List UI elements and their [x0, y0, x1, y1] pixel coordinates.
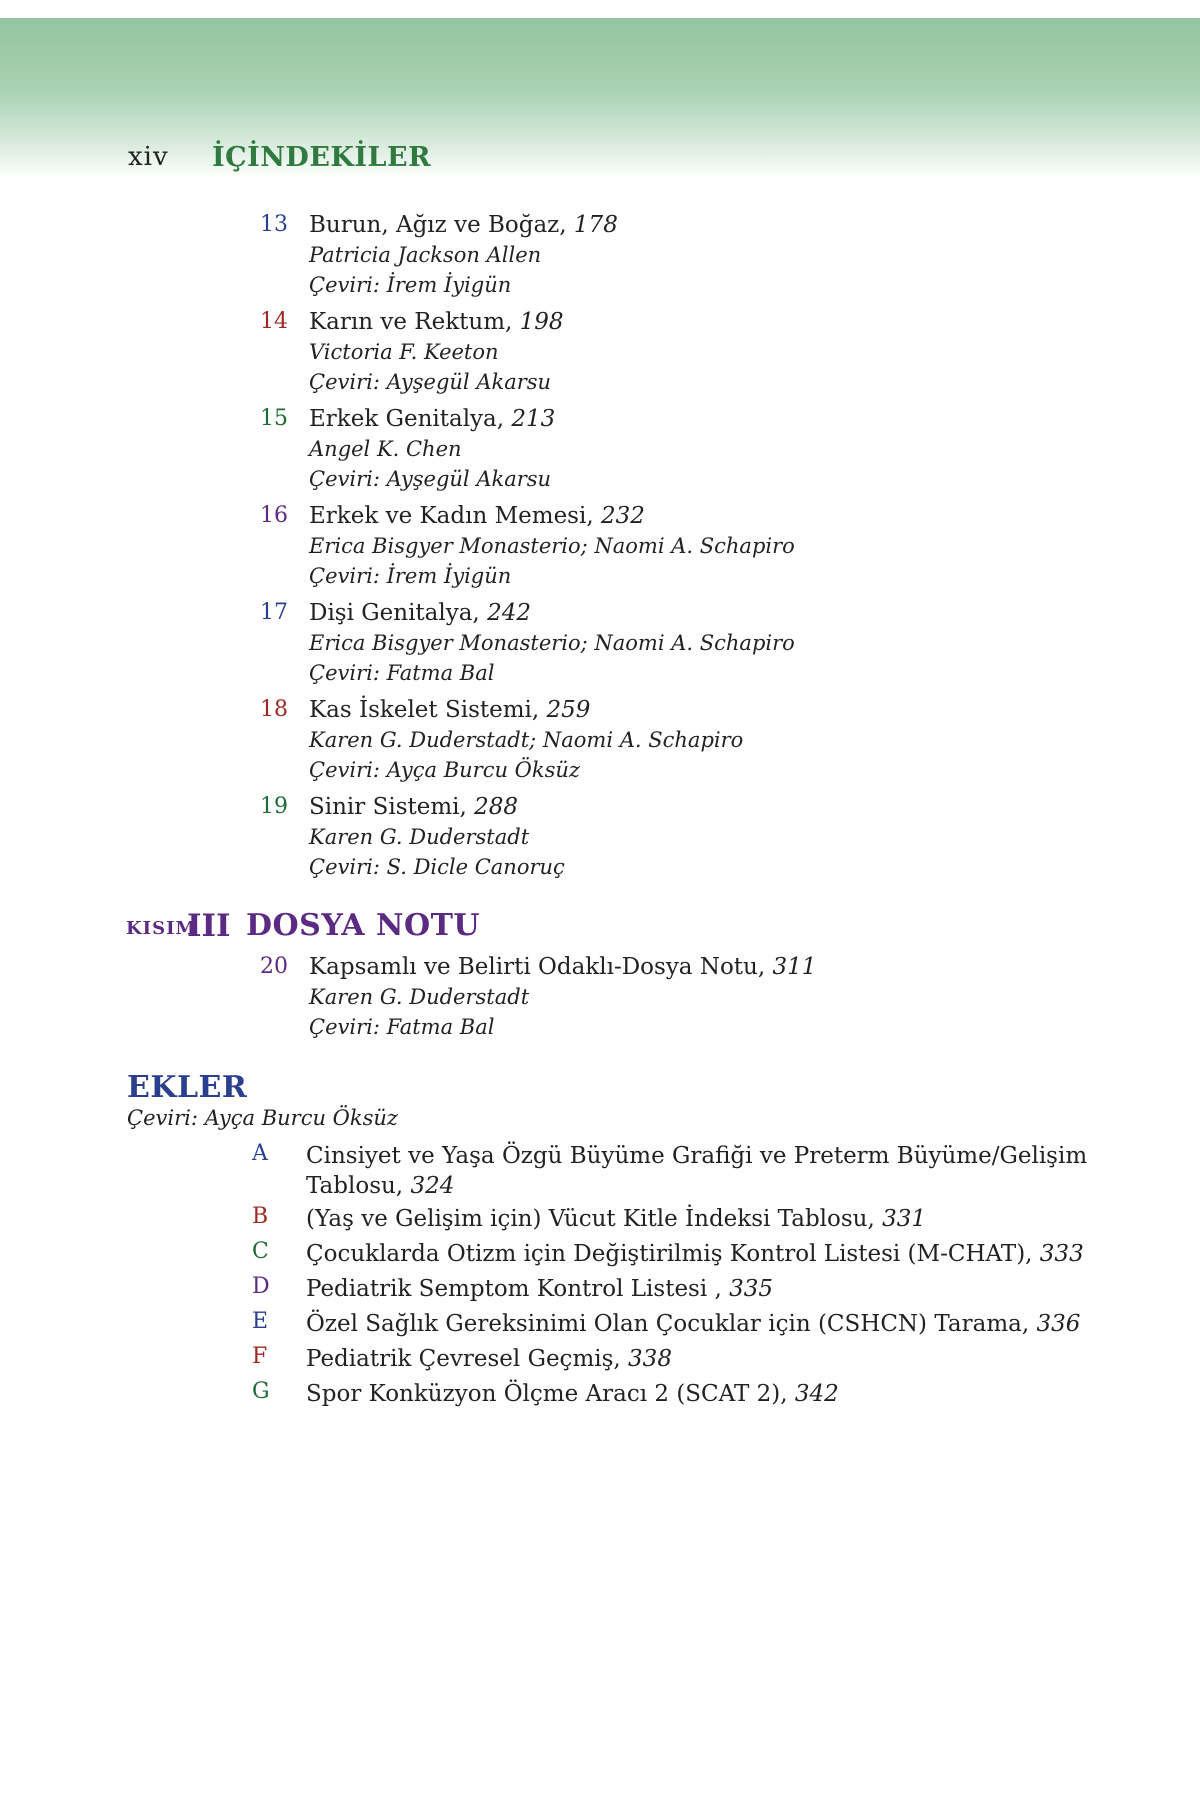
chapter-title: Kas İskelet Sistemi, — [309, 697, 540, 723]
page-number: xiv — [128, 142, 169, 172]
chapter-translator: Çeviri: Ayşegül Akarsu — [309, 370, 552, 394]
appendix-letter: F — [252, 1344, 268, 1369]
chapter-title-line — [309, 501, 1109, 531]
appendix-page: 335 — [729, 1276, 774, 1302]
chapter-page: 311 — [772, 954, 817, 980]
chapter-page: 232 — [600, 503, 645, 529]
appendix-letter: C — [252, 1239, 269, 1264]
appendix-letter: D — [252, 1274, 270, 1299]
chapter-title: Erkek ve Kadın Memesi, — [309, 503, 594, 529]
chapter-title-line — [309, 210, 1109, 240]
chapter-title-line — [309, 695, 1109, 725]
appendix-letter: B — [252, 1204, 269, 1229]
chapter-page: 178 — [573, 212, 618, 238]
chapter-title: Erkek Genitalya, — [309, 406, 505, 432]
appendix-translator: Çeviri: Ayça Burcu Öksüz — [127, 1106, 398, 1130]
chapter-title-line — [309, 598, 1109, 628]
appendix-page: 338 — [628, 1346, 672, 1372]
appendix-title-cont: Tablosu, — [306, 1173, 404, 1199]
header-band — [0, 18, 1200, 178]
chapter-title: Karın ve Rektum, — [309, 309, 513, 335]
chapter-number: 14 — [260, 309, 288, 334]
appendix-item-title: Pediatrik Çevresel Geçmiş, — [306, 1346, 621, 1372]
chapter-page: 213 — [511, 406, 556, 432]
chapter-translator: Çeviri: Ayşegül Akarsu — [309, 467, 552, 491]
chapter-title: Kapsamlı ve Belirti Odaklı-Dosya Notu, — [309, 954, 766, 980]
chapter-title-line — [309, 952, 1109, 982]
chapter-number: 18 — [260, 697, 288, 722]
chapter-author: Karen G. Duderstadt; Naomi A. Schapiro — [309, 728, 744, 752]
chapter-translator: Çeviri: İrem İyigün — [309, 273, 512, 297]
appendix-page: 333 — [1039, 1241, 1084, 1267]
appendix-page: 342 — [794, 1381, 839, 1407]
chapter-translator: Çeviri: Fatma Bal — [309, 1015, 495, 1039]
chapter-translator: Çeviri: Fatma Bal — [309, 661, 495, 685]
chapter-author: Karen G. Duderstadt — [309, 985, 530, 1009]
part-label: KISIM — [126, 918, 197, 939]
chapter-title-line — [309, 792, 1109, 822]
chapter-author: Victoria F. Keeton — [309, 340, 499, 364]
chapter-author: Angel K. Chen — [309, 437, 462, 461]
chapter-author: Karen G. Duderstadt — [309, 825, 530, 849]
chapter-author: Erica Bisgyer Monasterio; Naomi A. Schapiro — [309, 534, 795, 558]
chapter-title: Sinir Sistemi, — [309, 794, 467, 820]
appendix-title[interactable]: EKLER — [127, 1070, 248, 1105]
chapter-title: Dişi Genitalya, — [309, 600, 480, 626]
chapter-translator: Çeviri: İrem İyigün — [309, 564, 512, 588]
chapter-page: 288 — [474, 794, 519, 820]
chapter-translator: Çeviri: Ayça Burcu Öksüz — [309, 758, 580, 782]
appendix-item-title: Çocuklarda Otizm için Değiştirilmiş Kontrol Listesi (M-CHAT), — [306, 1241, 1033, 1267]
appendix-letter: E — [252, 1309, 269, 1334]
part-title[interactable]: DOSYA NOTU — [246, 908, 481, 943]
appendix-title-line-1: Cinsiyet ve Yaşa Özgü Büyüme Grafiği ve Preterm Büyüme/Gelişim — [306, 1143, 1088, 1169]
chapter-translator: Çeviri: S. Dicle Canoruç — [309, 855, 565, 879]
chapter-author: Patricia Jackson Allen — [309, 243, 542, 267]
chapter-title: Burun, Ağız ve Boğaz, — [309, 212, 567, 238]
appendix-item-title: (Yaş ve Gelişim için) Vücut Kitle İndeksi Tablosu, — [306, 1206, 875, 1232]
appendix-item-title: Spor Konküzyon Ölçme Aracı 2 (SCAT 2), — [306, 1381, 788, 1407]
appendix-letter: A — [252, 1141, 268, 1166]
chapter-page: 198 — [519, 309, 564, 335]
chapter-number: 16 — [260, 503, 288, 528]
chapter-number: 17 — [260, 600, 288, 625]
appendix-title-line-2 — [306, 1171, 1026, 1201]
appendix-page: 331 — [882, 1206, 927, 1232]
appendix-page: 336 — [1036, 1311, 1081, 1337]
appendix-page: 324 — [410, 1173, 455, 1199]
chapter-number: 15 — [260, 406, 288, 431]
chapter-page: 242 — [487, 600, 531, 626]
appendix-letter: G — [252, 1379, 270, 1404]
chapter-title-line — [309, 307, 1109, 337]
part-roman-numeral: III — [187, 908, 231, 944]
appendix-item-title: Pediatrik Semptom Kontrol Listesi , — [306, 1276, 722, 1302]
chapter-author: Erica Bisgyer Monasterio; Naomi A. Schapiro — [309, 631, 795, 655]
appendix-item-title: Özel Sağlık Gereksinimi Olan Çocuklar için (CSHCN) Tarama, — [306, 1311, 1030, 1337]
chapter-number: 20 — [260, 954, 288, 979]
chapter-number: 19 — [260, 794, 288, 819]
running-title: İÇİNDEKİLER — [212, 142, 432, 173]
chapter-title-line — [309, 404, 1109, 434]
chapter-page: 259 — [546, 697, 591, 723]
chapter-number: 13 — [260, 212, 288, 237]
